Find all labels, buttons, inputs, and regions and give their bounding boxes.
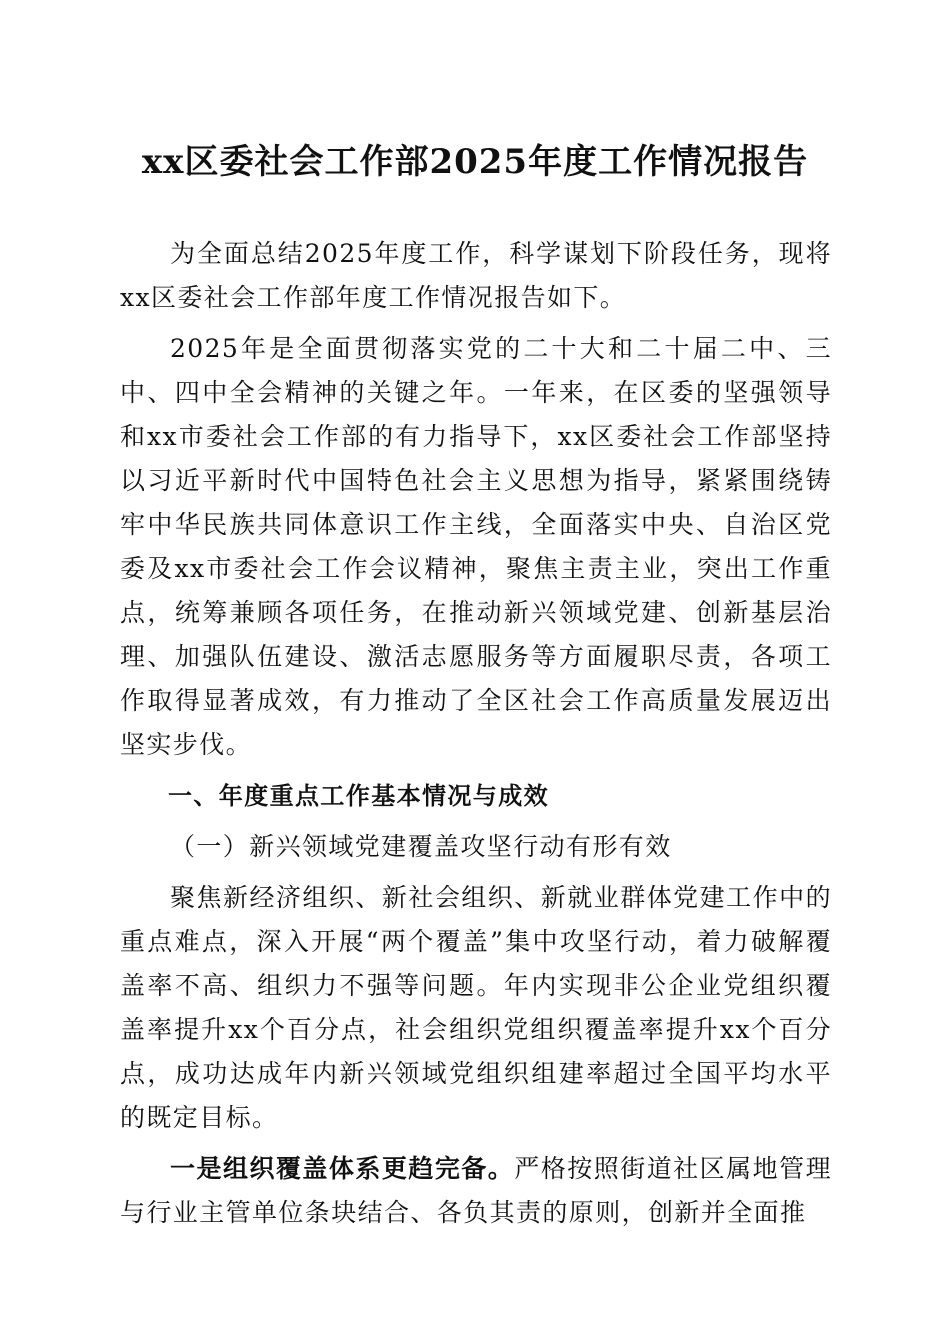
overview-paragraph: 2025年是全面贯彻落实党的二十大和二十届二中、三中、四中全会精神的关键之年。一年来，在区委的坚强领导和xx市委社会工作部的有力指导下，xx区委社会工作部坚持以习近平新时代中国特色社会主义思想为指导，紧紧围绕铸牢中华民族共同体意识工作主线，全面落实中央、自治区党委及xx市委社会工作会议精神，聚焦主责主业，突出工作重点，统筹兼顾各项任务，在推动新兴领域党建、创新基层治理、加强队伍建设、激活志愿服务等方面履职尽责，各项工作取得显著成效，有力推动了全区社会工作高质量发展迈出坚实步伐。 bbox=[120, 334, 832, 759]
subsection-heading: （一）新兴领域党建覆盖攻坚行动有形有效 bbox=[170, 832, 672, 861]
point-text: 严格按照街道社区属地管理与行业主管单位条块结合、各负其责的原则，创新并全面推 bbox=[120, 1154, 832, 1227]
document-body bbox=[120, 232, 832, 1242]
subsection-paragraph: 聚焦新经济组织、新社会组织、新就业群体党建工作中的重点难点，深入开展“两个覆盖”集中攻坚行动，着力破解覆盖率不高、组织力不强等问题。年内实现非公企业党组织覆盖率提升xx个百分点，社会组织党组织覆盖率提升xx个百分点，成功达成年内新兴领域党组织组建率超过全国平均水平的既定目标。 bbox=[120, 883, 832, 1132]
document-title: xx区委社会工作部2025年度工作情况报告 bbox=[141, 142, 809, 182]
point-lead: 一是组织覆盖体系更趋完备。 bbox=[170, 1154, 515, 1183]
point-paragraph bbox=[120, 1147, 832, 1235]
intro-paragraph: 为全面总结2025年度工作，科学谋划下阶段任务，现将xx区委社会工作部年度工作情况报告如下。 bbox=[120, 239, 832, 312]
section-heading: 一、年度重点工作基本情况与成效 bbox=[168, 782, 549, 810]
